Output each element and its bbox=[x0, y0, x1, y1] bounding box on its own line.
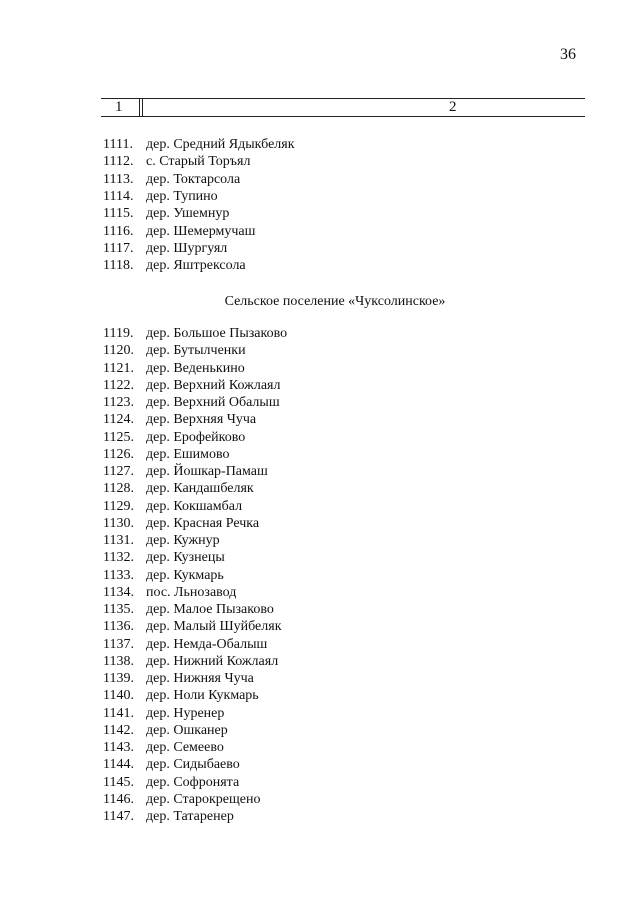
list-item-number: 1140. bbox=[103, 688, 134, 704]
list-item-name: дер. Верхний Обалыш bbox=[146, 395, 280, 410]
list-item-name: дер. Немда-Обалыш bbox=[146, 636, 268, 652]
list-item-number: 1123. bbox=[103, 395, 134, 410]
table-header-divider bbox=[139, 98, 140, 116]
list-item-number: 1142. bbox=[103, 722, 134, 738]
list-item-number: 1130. bbox=[103, 515, 134, 531]
list-item-number: 1119. bbox=[103, 326, 134, 341]
list-item-name: дер. Кукмарь bbox=[146, 567, 224, 583]
list-item-number: 1144. bbox=[103, 757, 134, 773]
list-item-number: 1121. bbox=[103, 360, 134, 376]
list-item-number: 1141. bbox=[103, 705, 134, 721]
table-header bbox=[101, 98, 585, 118]
list-item-name: дер. Яштрексола bbox=[146, 258, 246, 274]
list-item-number: 1135. bbox=[103, 602, 134, 617]
list-item-number: 1115. bbox=[103, 206, 134, 222]
list-item-name: дер. Средний Ядыкбеляк bbox=[146, 137, 295, 152]
table-header-top-rule bbox=[101, 98, 585, 99]
section-title: Сельское поселение «Чуксолинское» bbox=[224, 294, 446, 309]
list-item-name: дер. Верхняя Чуча bbox=[146, 412, 257, 428]
list-item-name: дер. Ерофейково bbox=[146, 429, 246, 445]
list-item-number: 1139. bbox=[103, 671, 134, 686]
list-item-name: дер. Токтарсола bbox=[146, 171, 241, 187]
list-item-name: дер. Малый Шуйбеляк bbox=[146, 619, 282, 635]
list-item-name: дер. Нуренер bbox=[146, 705, 225, 721]
list-item-name: дер. Кокшамбал bbox=[146, 498, 243, 514]
table-header-col2: 2 bbox=[449, 99, 457, 115]
list-item-number: 1138. bbox=[103, 653, 134, 669]
list-item-name: дер. Кузнецы bbox=[146, 550, 225, 566]
list-item-name: дер. Ноли Кукмарь bbox=[146, 688, 259, 704]
list-item-name: дер. Нижняя Чуча bbox=[146, 671, 254, 686]
list-item-name: дер. Шургуял bbox=[146, 240, 228, 256]
list-item-number: 1143. bbox=[103, 740, 134, 755]
list-item-name: с. Старый Торъял bbox=[146, 154, 251, 170]
list-item-number: 1131. bbox=[103, 533, 134, 548]
list-item-name: дер. Татаренер bbox=[146, 809, 234, 824]
list-item-name: дер. Софронята bbox=[146, 774, 240, 790]
list-item-name: дер. Кужнур bbox=[146, 533, 220, 548]
list-item-number: 1113. bbox=[103, 171, 134, 187]
list-item-name: дер. Тупино bbox=[146, 188, 218, 204]
list-item-name: дер. Большое Пызаково bbox=[146, 326, 288, 341]
table-header-divider-double bbox=[142, 98, 143, 116]
list-item-number: 1116. bbox=[103, 223, 134, 239]
table-header-col1: 1 bbox=[115, 99, 123, 115]
list-item-name: дер. Верхний Кожлаял bbox=[146, 377, 281, 393]
list-item-number: 1147. bbox=[103, 809, 134, 824]
list-item-number: 1134. bbox=[103, 584, 134, 600]
page-number: 36 bbox=[560, 46, 576, 63]
list-item-name: дер. Сидыбаево bbox=[146, 757, 240, 773]
list-item-name: дер. Старокрещено bbox=[146, 791, 261, 807]
list-item-name: дер. Нижний Кожлаял bbox=[146, 653, 279, 669]
list-item-number: 1129. bbox=[103, 498, 134, 514]
list-item-number: 1145. bbox=[103, 774, 134, 790]
list-item-number: 1128. bbox=[103, 481, 134, 497]
list-item-name: дер. Йошкар-Памаш bbox=[146, 464, 268, 479]
list-item-name: дер. Бутылченки bbox=[146, 343, 246, 359]
list-item-number: 1120. bbox=[103, 343, 134, 359]
list-item-number: 1132. bbox=[103, 550, 134, 566]
list-item-number: 1127. bbox=[103, 464, 134, 479]
list-item-name: дер. Ошканер bbox=[146, 722, 228, 738]
list-item-number: 1133. bbox=[103, 567, 134, 583]
list-item-number: 1125. bbox=[103, 429, 134, 445]
list-item-name: дер. Шемермучаш bbox=[146, 223, 256, 239]
list-item-number: 1124. bbox=[103, 412, 134, 428]
list-item-name: дер. Семеево bbox=[146, 740, 224, 755]
list-item-number: 1114. bbox=[103, 188, 134, 204]
list-item-name: дер. Ешимово bbox=[146, 446, 230, 462]
list-item-number: 1146. bbox=[103, 791, 134, 807]
list-item-number: 1122. bbox=[103, 377, 134, 393]
list-item-name: дер. Ушемнур bbox=[146, 206, 230, 222]
list-item-name: дер. Веденькино bbox=[146, 360, 245, 376]
list-item-number: 1136. bbox=[103, 619, 134, 635]
list-item-number: 1117. bbox=[103, 240, 134, 256]
list-item-name: дер. Красная Речка bbox=[146, 515, 260, 531]
list-item-number: 1111. bbox=[103, 137, 133, 152]
list-item-name: дер. Малое Пызаково bbox=[146, 602, 274, 617]
list-item-number: 1118. bbox=[103, 258, 134, 274]
list-item-name: пос. Льнозавод bbox=[146, 584, 237, 600]
table-header-bottom-rule bbox=[101, 116, 585, 117]
list-item-number: 1126. bbox=[103, 446, 134, 462]
list-item-name: дер. Кандашбеляк bbox=[146, 481, 254, 497]
list-item-number: 1137. bbox=[103, 636, 134, 652]
list-item-number: 1112. bbox=[103, 154, 134, 170]
